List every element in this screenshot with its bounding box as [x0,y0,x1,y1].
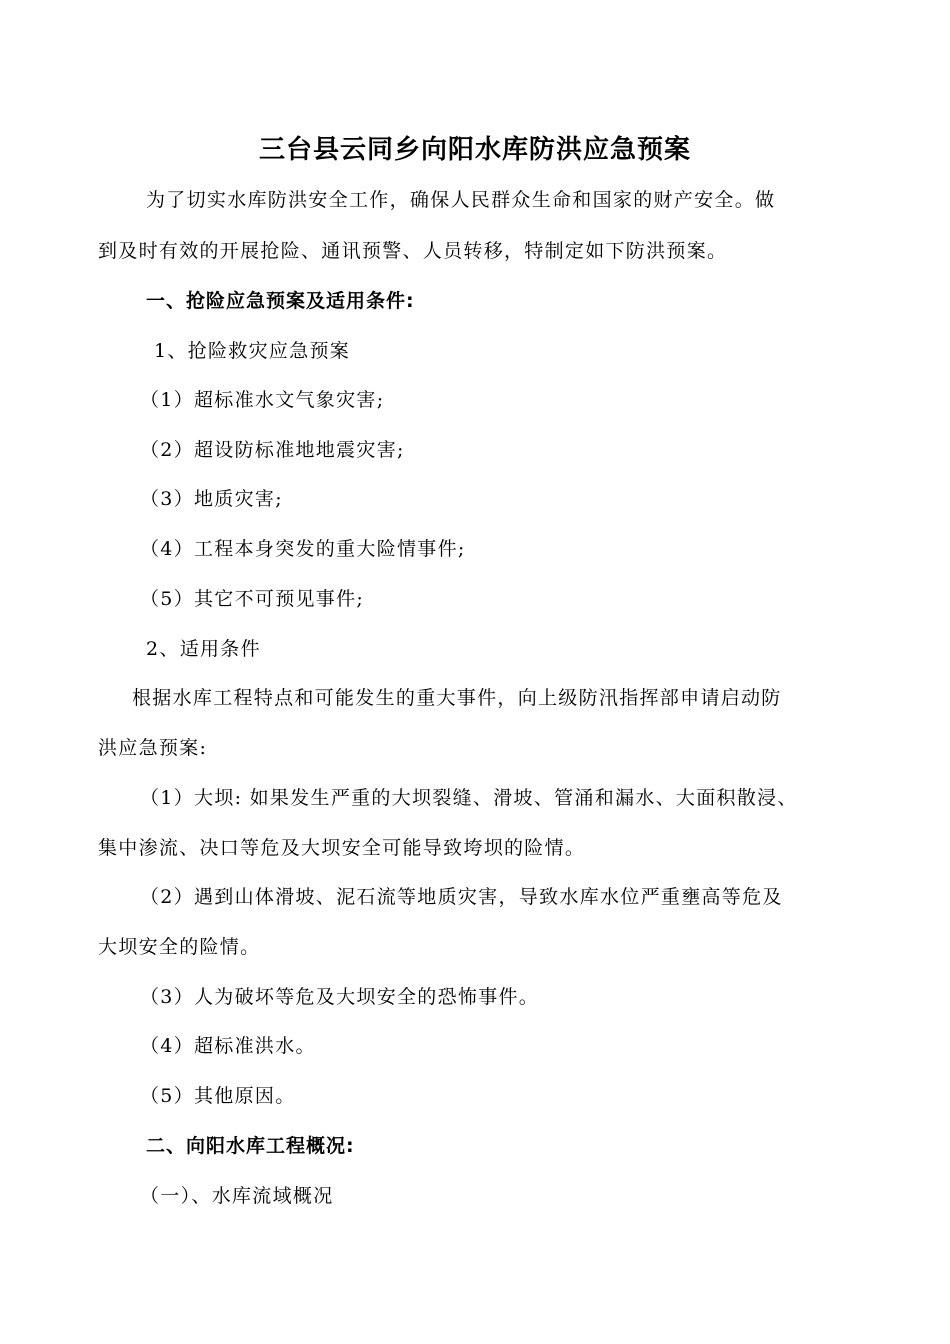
conditions-paragraph-line-1: 根据水库工程特点和可能发生的重大事件，向上级防汛指挥部申请启动防 [132,687,782,709]
intro-paragraph-line-2: 到及时有效的开展抢险、通讯预警、人员转移，特制定如下防洪预案。 [98,240,728,262]
section-heading-1: 一、抢险应急预案及适用条件: [146,290,415,312]
condition-item-2-line-1: （2）遇到山体滑坡、泥石流等地质灾害，导致水库水位严重壅高等危及 [140,886,783,908]
document-title: 三台县云同乡向阳水库防洪应急预案 [258,135,691,165]
subsection-heading-1: 1、抢险救灾应急预案 [154,340,351,362]
intro-paragraph-line-1: 为了切实水库防洪安全工作，确保人民群众生命和国家的财产安全。做 [146,189,776,211]
list-item-1-1: （1）超标准水文气象灾害; [140,389,385,411]
subsection-heading-2: 2、适用条件 [146,638,261,660]
section-heading-2: 二、向阳水库工程概况: [146,1135,355,1157]
condition-item-4: （4）超标准洪水。 [140,1035,316,1057]
list-item-1-2: （2）超设防标准地地震灾害; [140,439,405,461]
list-item-1-5: （5）其它不可预见事件; [140,588,365,610]
condition-item-1-line-2: 集中渗流、决口等危及大坝安全可能导致垮坝的险情。 [98,837,586,859]
condition-item-3: （3）人为破坏等危及大坝安全的恐怖事件。 [140,986,540,1008]
list-item-1-4: （4）工程本身突发的重大险情事件; [140,538,466,560]
condition-item-2-line-2: 大坝安全的险情。 [98,936,261,958]
condition-item-5: （5）其他原因。 [140,1085,296,1107]
conditions-paragraph-line-2: 洪应急预案: [98,737,208,759]
condition-item-1-line-1: （1）大坝: 如果发生严重的大坝裂缝、滑坡、管涌和漏水、大面积散浸、 [140,787,798,809]
list-item-1-3: （3）地质灾害; [140,488,283,510]
subsection-heading-2-1: （一）、水库流域概况 [140,1185,334,1207]
